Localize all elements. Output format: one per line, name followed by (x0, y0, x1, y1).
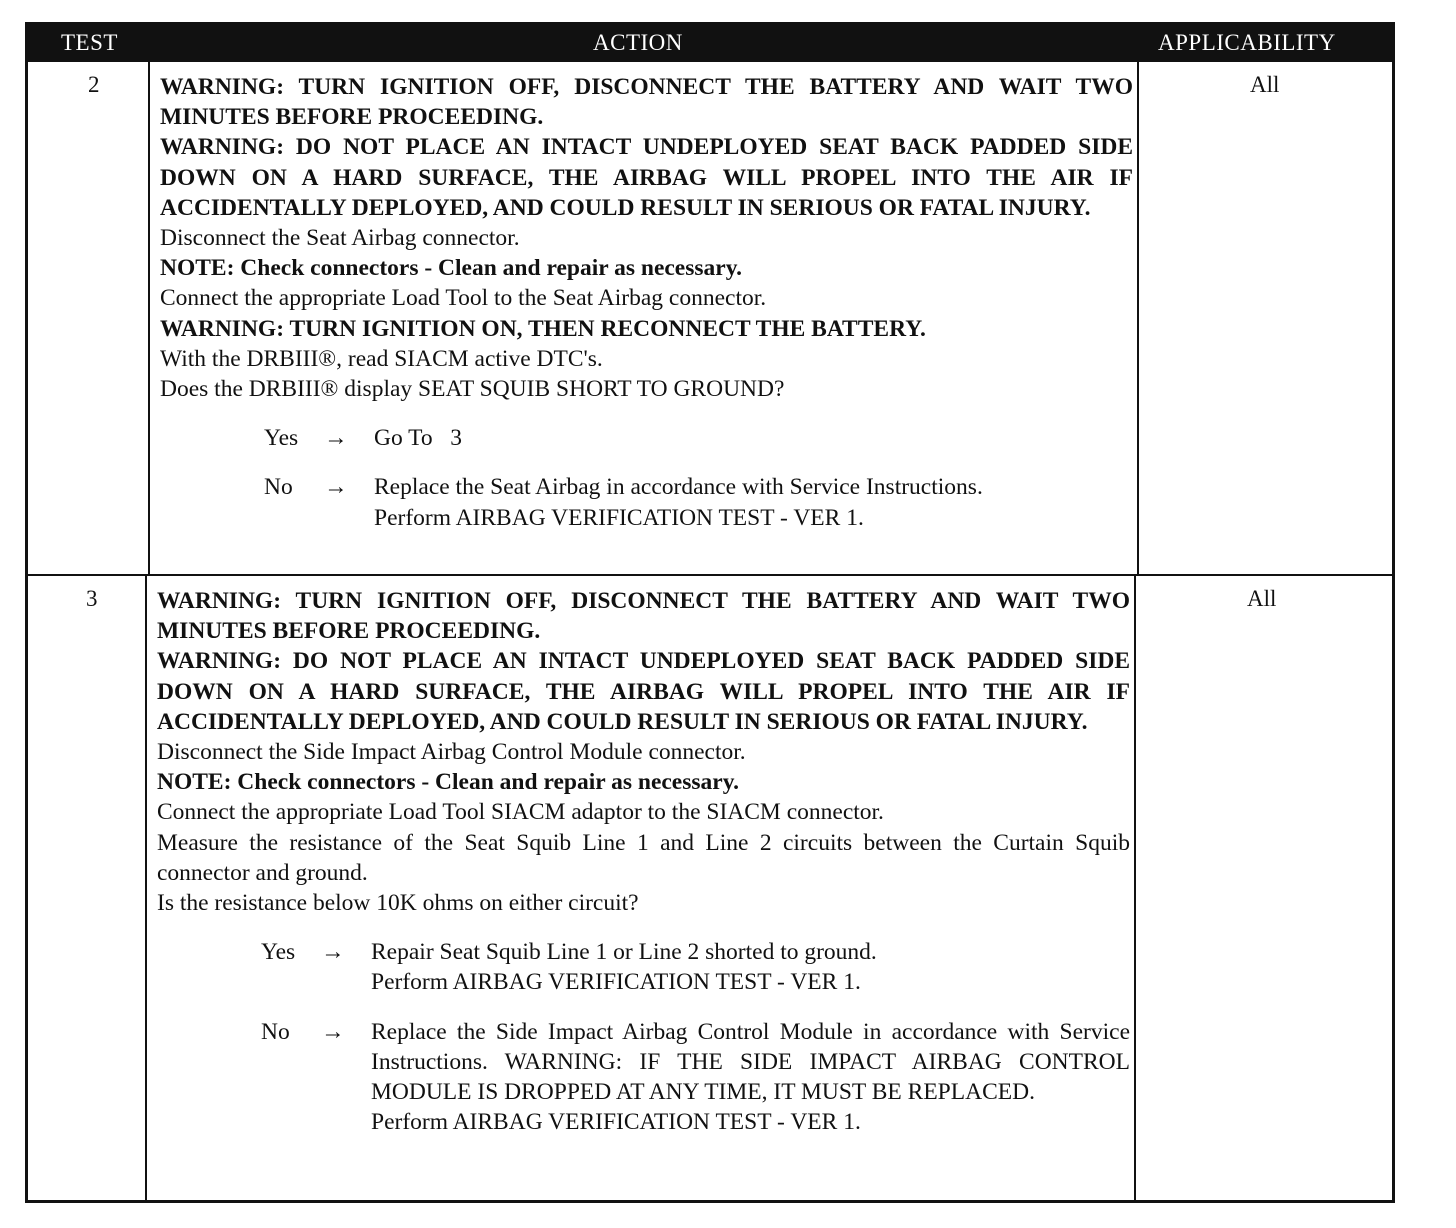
warning-text: WARNING: TURN IGNITION OFF, DISCONNECT THE BATTERY AND WAIT TWO MINUTES BEFORE PROCEEDING. (160, 74, 1133, 131)
arrow-right-icon: → (324, 474, 348, 501)
question-text: Does the DRBIII® display SEAT SQUIB SHORT TO GROUND? (160, 376, 785, 403)
table-row (28, 576, 1392, 1203)
instruction-text: Measure the resistance of the Seat Squib Line 1 and Line 2 circuits between the Curtain Squib connector and ground. (157, 829, 1130, 886)
arrow-right-icon: → (321, 939, 345, 966)
test-number: 2 (88, 72, 100, 97)
column-divider (1137, 62, 1139, 574)
action-cell (157, 586, 1130, 1137)
instruction-text: Connect the appropriate Load Tool SIACM adaptor to the SIACM connector. (157, 799, 884, 826)
column-divider (148, 62, 150, 574)
question-text: Is the resistance below 10K ohms on either circuit? (157, 890, 639, 917)
instruction-text: Disconnect the Seat Airbag connector. (160, 225, 520, 252)
answer-text: Replace the Seat Airbag in accordance with Service Instructions. Perform AIRBAG VERIFICATION TEST - VER 1. (374, 474, 983, 531)
answer-text: Replace the Side Impact Airbag Control Module in accordance with Service Instructions. WARNING: IF THE SIDE IMPACT AIRBAG CONTROL MODULE IS DROPPED AT ANY TIME, IT MUST BE REPLACED. Perform AIRBAG VERIFICATION TEST - VER 1. (371, 1018, 1130, 1136)
header-applicability: APPLICABILITY (1158, 30, 1336, 55)
applicability-value: All (1250, 72, 1280, 97)
test-number: 3 (86, 586, 98, 611)
instruction-text: Disconnect the Side Impact Airbag Control Module connector. (157, 739, 746, 766)
header-test: TEST (61, 30, 118, 55)
answer-yes (160, 423, 1133, 453)
answer-label: No (261, 1018, 290, 1045)
answer-no (157, 1017, 1130, 1138)
diagnostic-test-table (25, 22, 1395, 1203)
answer-text: Go To 3 (374, 425, 463, 452)
answer-label: Yes (261, 939, 296, 966)
warning-text: WARNING: DO NOT PLACE AN INTACT UNDEPLOYED SEAT BACK PADDED SIDE DOWN ON A HARD SURFACE, THE AIRBAG WILL PROPEL INTO THE AIR IF ACCIDENTALLY DEPLOYED, AND COULD RESULT IN SERIOUS OR FATAL INJURY. (157, 648, 1130, 735)
column-divider (1134, 576, 1136, 1203)
instruction-text: With the DRBIII®, read SIACM active DTC's. (160, 345, 603, 372)
warning-text: WARNING: DO NOT PLACE AN INTACT UNDEPLOYED SEAT BACK PADDED SIDE DOWN ON A HARD SURFACE, THE AIRBAG WILL PROPEL INTO THE AIR IF ACCIDENTALLY DEPLOYED, AND COULD RESULT IN SERIOUS OR FATAL INJURY. (160, 134, 1133, 221)
column-divider (145, 576, 147, 1203)
warning-text: WARNING: TURN IGNITION OFF, DISCONNECT THE BATTERY AND WAIT TWO MINUTES BEFORE PROCEEDING. (157, 588, 1130, 645)
arrow-right-icon: → (324, 425, 348, 452)
applicability-value: All (1247, 586, 1277, 611)
answer-label: Yes (264, 425, 299, 452)
table-row (28, 62, 1392, 574)
warning-text: WARNING: TURN IGNITION ON, THEN RECONNECT THE BATTERY. (160, 315, 926, 342)
note-text: NOTE: Check connectors - Clean and repair as necessary. (160, 255, 743, 282)
action-cell (160, 72, 1133, 533)
answer-text: Repair Seat Squib Line 1 or Line 2 shorted to ground. Perform AIRBAG VERIFICATION TEST - VER 1. (371, 939, 877, 996)
note-text: NOTE: Check connectors - Clean and repair as necessary. (157, 769, 740, 796)
answer-no (160, 472, 1133, 532)
instruction-text: Connect the appropriate Load Tool to the Seat Airbag connector. (160, 285, 767, 312)
table-header (28, 25, 1392, 62)
header-action: ACTION (593, 30, 683, 55)
answer-label: No (264, 474, 293, 501)
answer-yes (157, 937, 1130, 997)
arrow-right-icon: → (321, 1018, 345, 1045)
